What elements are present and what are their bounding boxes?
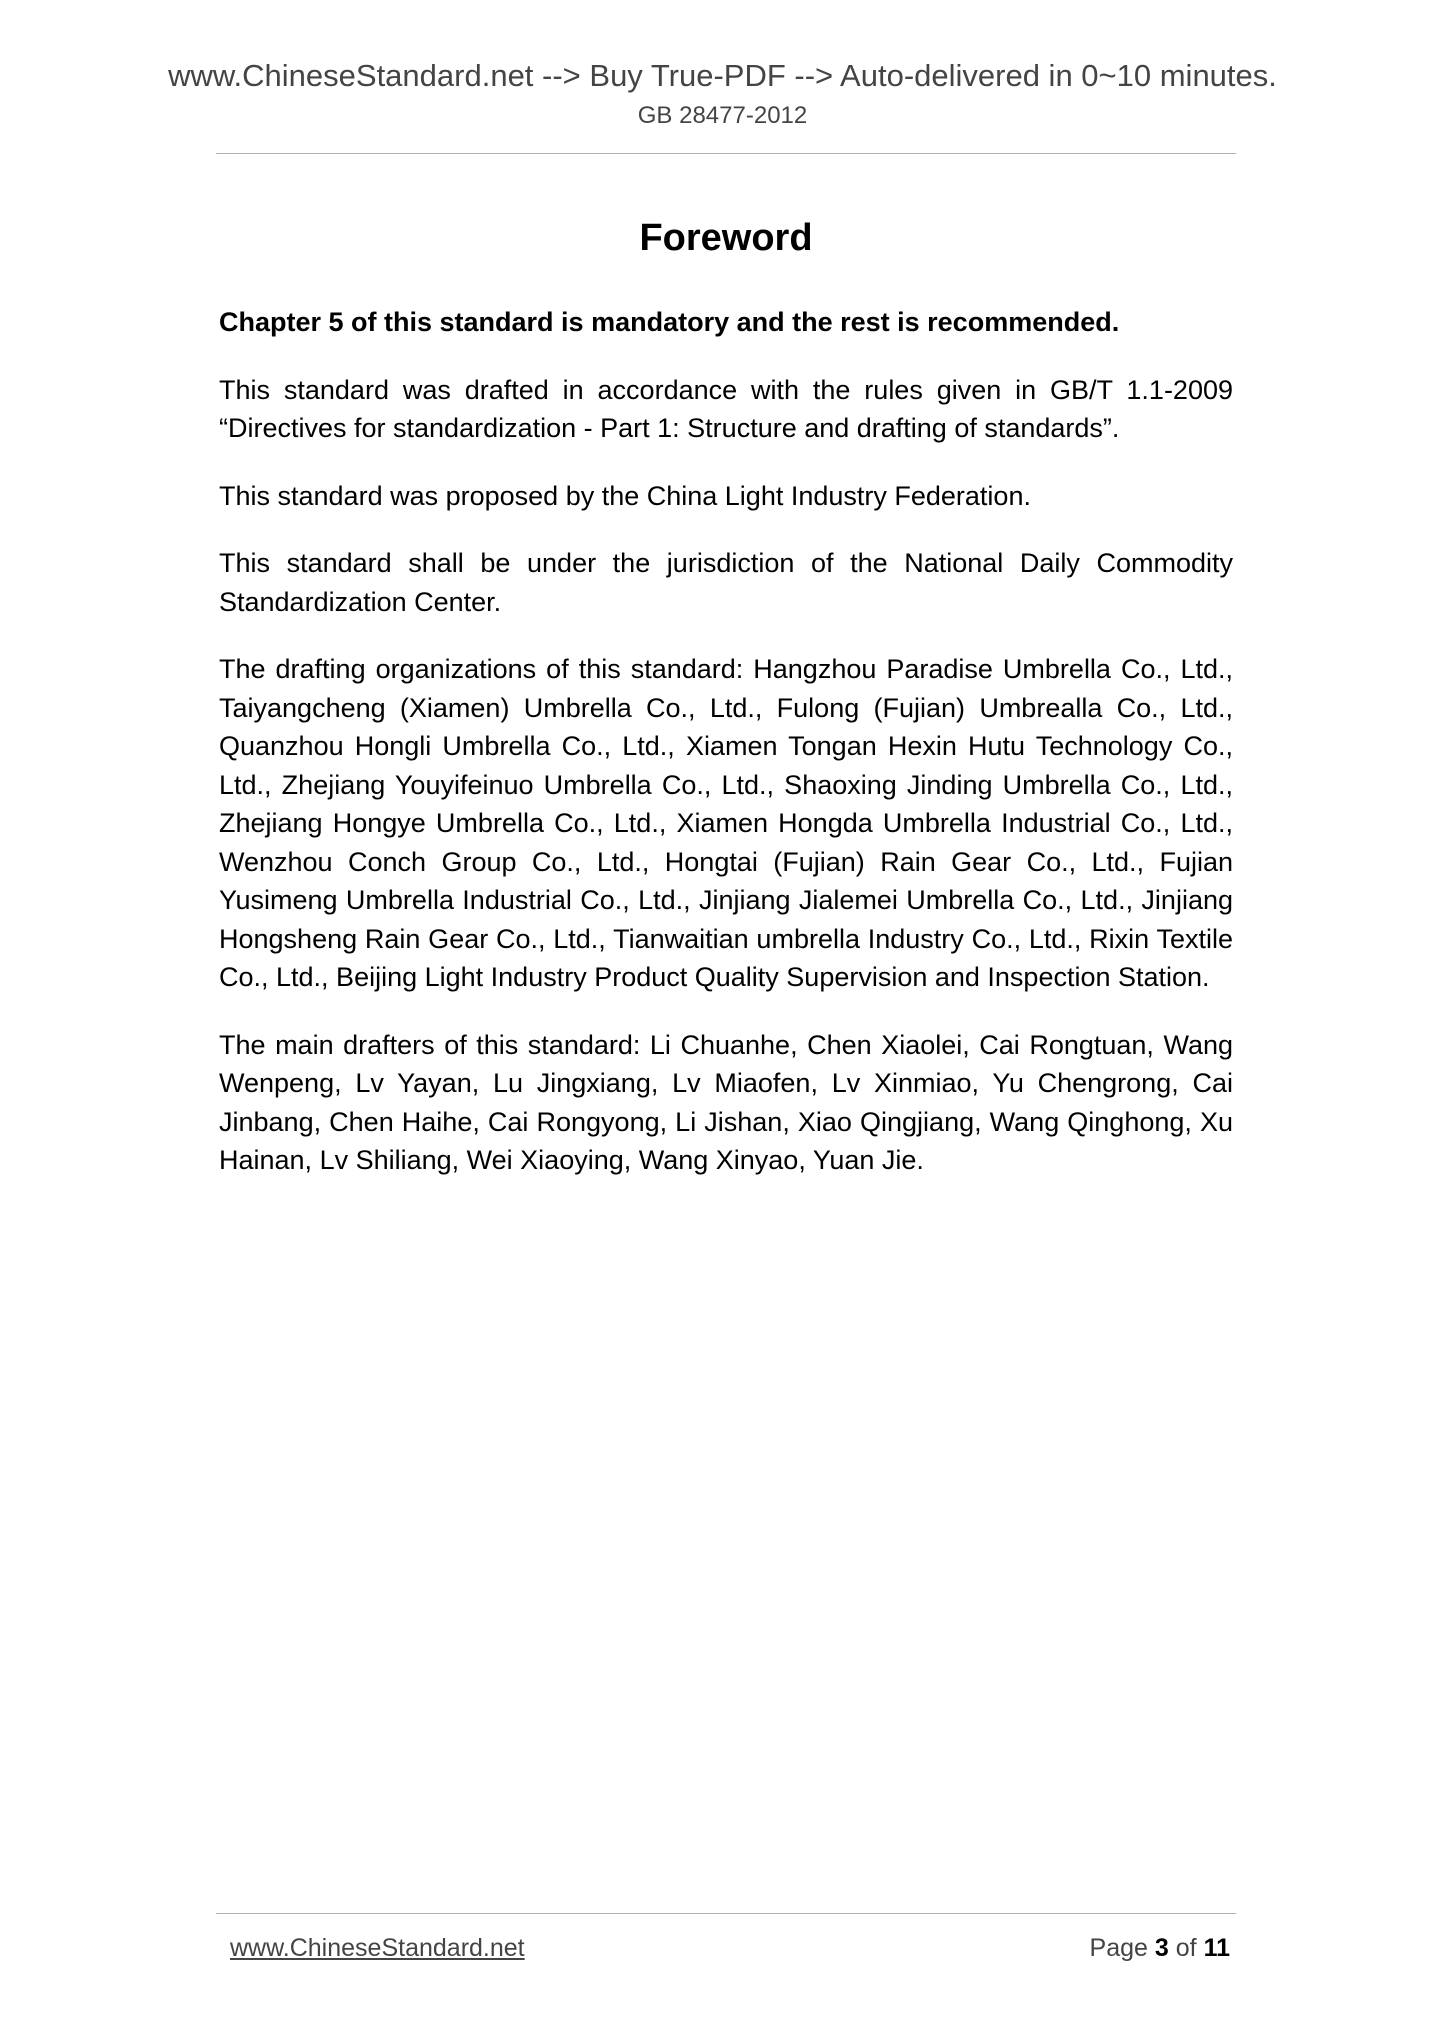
page-total: 11 xyxy=(1203,1934,1230,1962)
page-title: Foreword xyxy=(639,217,813,259)
top-banner: www.ChineseStandard.net --> Buy True-PDF --> Auto-delivered in 0~10 minutes. xyxy=(168,58,1277,93)
footer-site-link[interactable]: www.ChineseStandard.net xyxy=(230,1934,525,1962)
mandatory-statement: Chapter 5 of this standard is mandatory and the rest is recommended. xyxy=(219,307,1120,337)
drafting-organizations-paragraph: The drafting organizations of this standard: Hangzhou Paradise Umbrella Co., Ltd., Taiyangcheng (Xiamen) Umbrella Co., Ltd., Fulong (Fujian) Umbrealla Co., Ltd., Quanzhou Hongli Umbrella Co., Ltd., Xiamen Tongan Hexin Hutu Technology Co., Ltd., Zhejiang Youyifeinuo Umbrella Co., Ltd., Shaoxing Jinding Umbrella Co., Ltd., Zhejiang Hongye Umbrella Co., Ltd., Xiamen Hongda Umbrella Industrial Co., Ltd., Wenzhou Conch Group Co., Ltd., Hongtai (Fujian) Rain Gear Co., Ltd., Fujian Yusimeng Umbrella Industrial Co., Ltd., Jinjiang Jialemei Umbrella Co., Ltd., Jinjiang Hongsheng Rain Gear Co., Ltd., Tianwaitian umbrella Industry Co., Ltd., Rixin Textile Co., Ltd., Beijing Light Industry Product Quality Supervision and Inspection Station. xyxy=(219,654,1233,992)
page-indicator xyxy=(1090,1933,1230,1963)
standard-code: GB 28477-2012 xyxy=(637,102,808,129)
page-word: Page xyxy=(1089,1934,1148,1962)
page-current: 3 xyxy=(1154,1934,1169,1962)
footer-divider xyxy=(216,1913,1236,1914)
jurisdiction-paragraph: This standard shall be under the jurisdiction of the National Daily Commodity Standardization Center. xyxy=(219,548,1233,617)
header-divider xyxy=(216,153,1236,154)
page-content xyxy=(219,210,1233,1209)
main-drafters-paragraph: The main drafters of this standard: Li Chuanhe, Chen Xiaolei, Cai Rongtuan, Wang Wenpeng, Lv Yayan, Lu Jingxiang, Lv Miaofen, Lv Xinmiao, Yu Chengrong, Cai Jinbang, Chen Haihe, Cai Rongyong, Li Jishan, Xiao Qingjiang, Wang Qinghong, Xu Hainan, Lv Shiliang, Wei Xiaoying, Wang Xinyao, Yuan Jie. xyxy=(219,1029,1233,1175)
proposer-paragraph: This standard was proposed by the China Light Industry Federation. xyxy=(219,480,1031,511)
page-of: of xyxy=(1175,1934,1197,1962)
drafting-rules-paragraph: This standard was drafted in accordance with the rules given in GB/T 1.1-2009 “Directives for standardization - Part 1: Structure and drafting of standards”. xyxy=(219,374,1233,443)
